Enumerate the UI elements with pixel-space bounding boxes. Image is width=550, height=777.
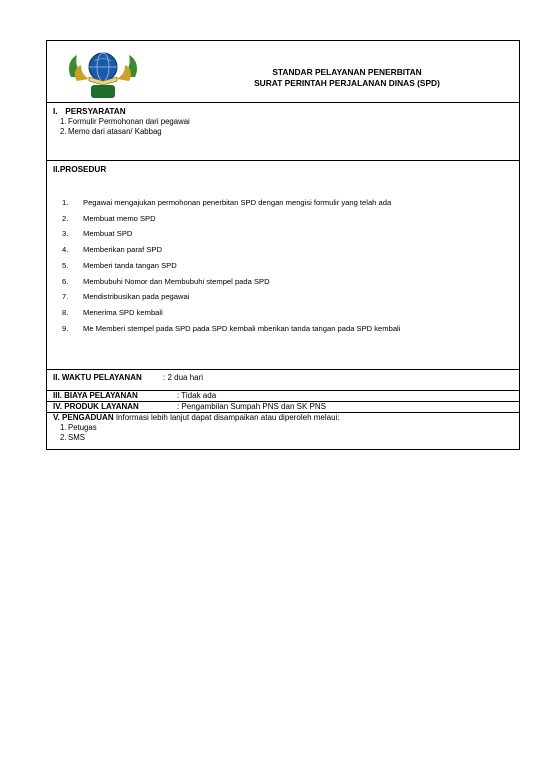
document-header	[47, 41, 519, 102]
list-item	[47, 289, 519, 305]
biaya-value: : Tidak ada	[177, 391, 217, 400]
list-item	[47, 226, 519, 242]
list-item	[47, 433, 519, 443]
item-number: 4.	[62, 245, 69, 255]
item-number: 2.	[60, 127, 67, 136]
title-line-2: SURAT PERINTAH PERJALANAN DINAS (SPD)	[254, 78, 440, 88]
item-text: Membuat SPD	[83, 229, 133, 239]
waktu-section	[47, 369, 519, 390]
item-text: Membubuhi Nomor dan Membubuhi stempel pada SPD	[83, 276, 270, 286]
persyaratan-list	[47, 117, 519, 137]
prosedur-section	[47, 160, 519, 369]
prosedur-list	[47, 195, 519, 336]
item-text: Memo dari atasan/ Kabbag	[68, 127, 162, 136]
item-text: Mendistribusikan pada pegawai	[83, 292, 190, 302]
list-item	[47, 423, 519, 433]
item-text: Memberi tanda tangan SPD	[83, 260, 177, 270]
item-text: SMS	[68, 433, 85, 442]
prosedur-heading: II.PROSEDUR	[53, 165, 107, 174]
item-text: Me Memberi stempel pada SPD pada SPD kembali mberikan tanda tangan pada SPD kembali	[83, 323, 401, 333]
item-text: Memberikan paraf SPD	[83, 245, 162, 255]
list-item	[47, 117, 519, 127]
item-text: Pegawai mengajukan permohonan penerbitan SPD dengan mengisi formulir yang telah ada	[83, 198, 392, 207]
persyaratan-heading	[53, 107, 519, 117]
pengaduan-text: Informasi lebih lanjut dapat disampaikan atau diperoleh melaui:	[113, 413, 340, 422]
list-item	[47, 211, 519, 227]
produk-value: : Pengambilan Sumpah PNS dan SK PNS	[177, 402, 326, 411]
item-number: 6.	[62, 276, 69, 286]
list-item	[47, 274, 519, 290]
item-number: 1.	[60, 117, 67, 126]
pengaduan-label: V. PENGADUAN	[53, 413, 114, 422]
item-text: Petugas	[68, 423, 97, 432]
document-title	[217, 67, 477, 89]
produk-section	[47, 401, 519, 412]
list-item	[47, 258, 519, 274]
item-number: 2.	[62, 213, 69, 223]
persyaratan-section	[47, 102, 519, 160]
item-number: 9.	[62, 323, 69, 333]
persyaratan-number: I.	[53, 107, 58, 116]
item-number: 5.	[62, 260, 69, 270]
item-number: 2.	[60, 433, 67, 442]
list-item	[47, 321, 519, 337]
item-number: 3.	[62, 229, 69, 239]
pengaduan-section	[47, 412, 519, 449]
item-number: 7.	[62, 292, 69, 302]
list-item	[47, 127, 519, 137]
item-number: 1.	[60, 423, 67, 432]
pengaduan-list	[47, 423, 519, 443]
list-item	[47, 195, 519, 211]
biaya-label: III. BIAYA PELAYANAN	[53, 391, 138, 400]
item-number: 1.	[62, 198, 69, 207]
iain-salatiga-logo	[63, 47, 143, 99]
produk-label: IV. PRODUK LAYANAN	[53, 402, 139, 411]
item-text: Menerima SPD kembali	[83, 307, 163, 317]
item-text: Formulir Permohonan dari pegawai	[68, 117, 190, 126]
waktu-value: : 2 dua hari	[163, 373, 204, 382]
item-text: Membuat memo SPD	[83, 213, 156, 223]
biaya-section	[47, 390, 519, 401]
persyaratan-title: PERSYARATAN	[65, 107, 126, 116]
list-item	[47, 242, 519, 258]
list-item	[47, 305, 519, 321]
title-line-1: STANDAR PELAYANAN PENERBITAN	[272, 67, 422, 77]
item-number: 8.	[62, 307, 69, 317]
sop-document	[46, 40, 520, 450]
waktu-label: II. WAKTU PELAYANAN	[53, 373, 142, 382]
